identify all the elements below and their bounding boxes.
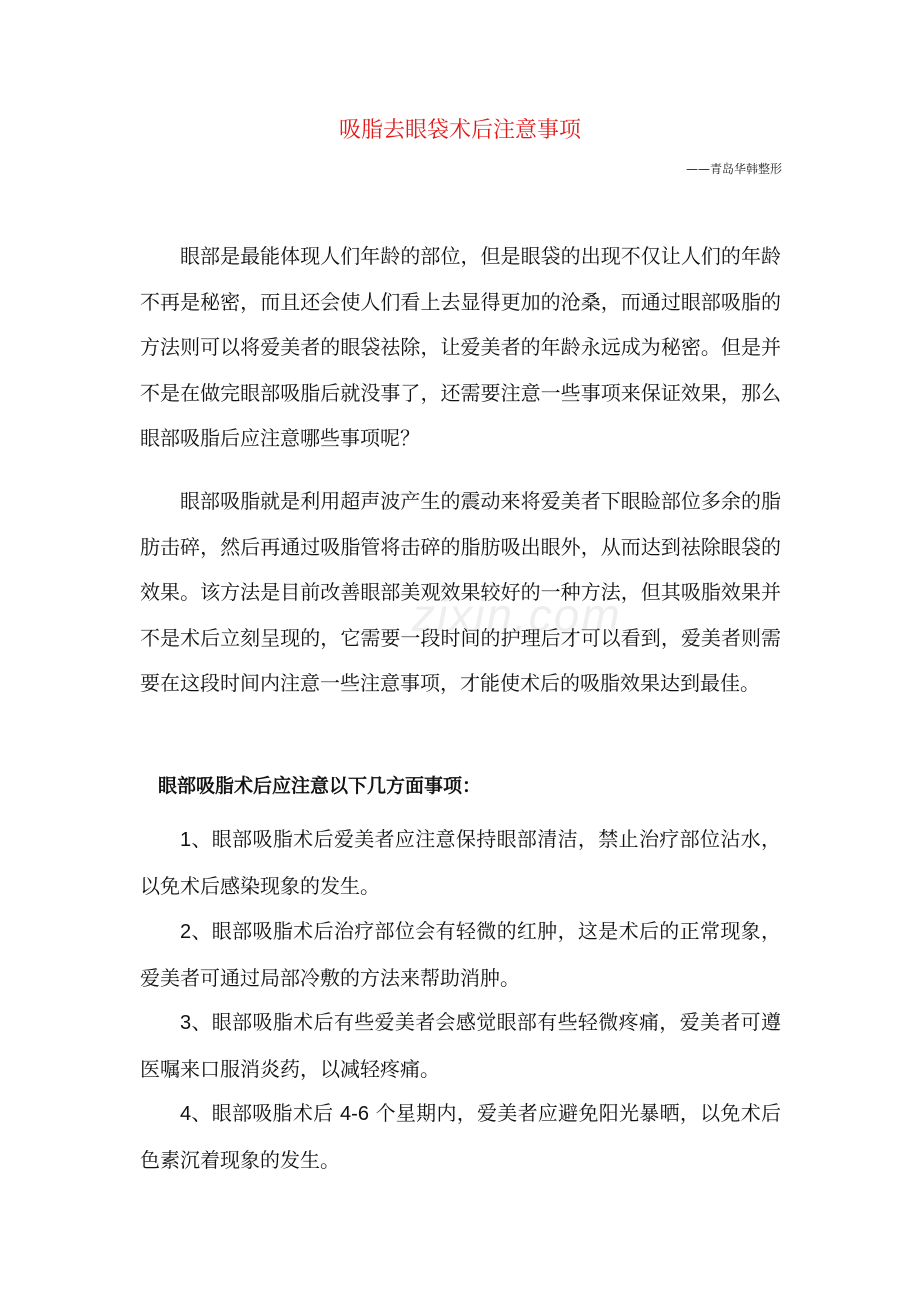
- list-item: [140, 817, 781, 909]
- item-number: 1: [180, 829, 192, 851]
- list-item: [140, 909, 781, 1001]
- byline: ——青岛华韩整形: [685, 162, 782, 176]
- item-text: 个星期内，爱美者应避免阳光暴晒，以免术后色素沉着现象的发生。: [140, 1101, 781, 1172]
- intro-paragraph: 眼部是最能体现人们年龄的部位，但是眼袋的出现不仅让人们的年龄不再是秘密，而且还会使人们看上去显得更加的沧桑，而通过眼部吸脂的方法则可以将爱美者的眼袋祛除，让爱美者的年龄永远成为秘密。但是并不是在做完眼部吸脂后就没事了，还需要注意一些事项来保证效果，那么眼部吸脂后应注意哪些事项呢？: [140, 244, 781, 451]
- item-number: 4: [180, 1103, 192, 1125]
- item-text: 、眼部吸脂术后: [191, 1101, 341, 1125]
- item-text: 、眼部吸脂术后爱美者应注意保持眼部清洁，禁止治疗部位沾水，以免术后感染现象的发生。: [140, 827, 781, 898]
- section-heading: 眼部吸脂术后应注意以下几方面事项：: [158, 775, 482, 797]
- method-paragraph: 眼部吸脂就是利用超声波产生的震动来将爱美者下眼睑部位多余的脂肪击碎，然后再通过吸脂管将击碎的脂肪吸出眼外，从而达到祛除眼袋的效果。该方法是目前改善眼部美观效果较好的一种方法，但其吸脂效果并不是术后立刻呈现的，它需要一段时间的护理后才可以看到，爱美者则需要在这段时间内注意一些注意事项，才能使术后的吸脂效果达到最佳。: [140, 489, 781, 696]
- item-text: 、眼部吸脂术后有些爱美者会感觉眼部有些轻微疼痛，爱美者可遵医嘱来口服消炎药，以减轻疼痛。: [140, 1010, 781, 1081]
- list-item: [140, 1000, 781, 1092]
- document-title: 吸脂去眼袋术后注意事项: [338, 118, 581, 143]
- item-number: 3: [180, 1012, 192, 1034]
- watermark: zixin.com: [412, 589, 622, 641]
- item-number: 2: [180, 921, 192, 943]
- item-text: 、眼部吸脂术后治疗部位会有轻微的红肿，这是术后的正常现象，爱美者可通过局部冷敷的方法来帮助消肿。: [140, 919, 781, 990]
- item-week-range: 4-6: [340, 1103, 369, 1125]
- list-item: [140, 1091, 781, 1183]
